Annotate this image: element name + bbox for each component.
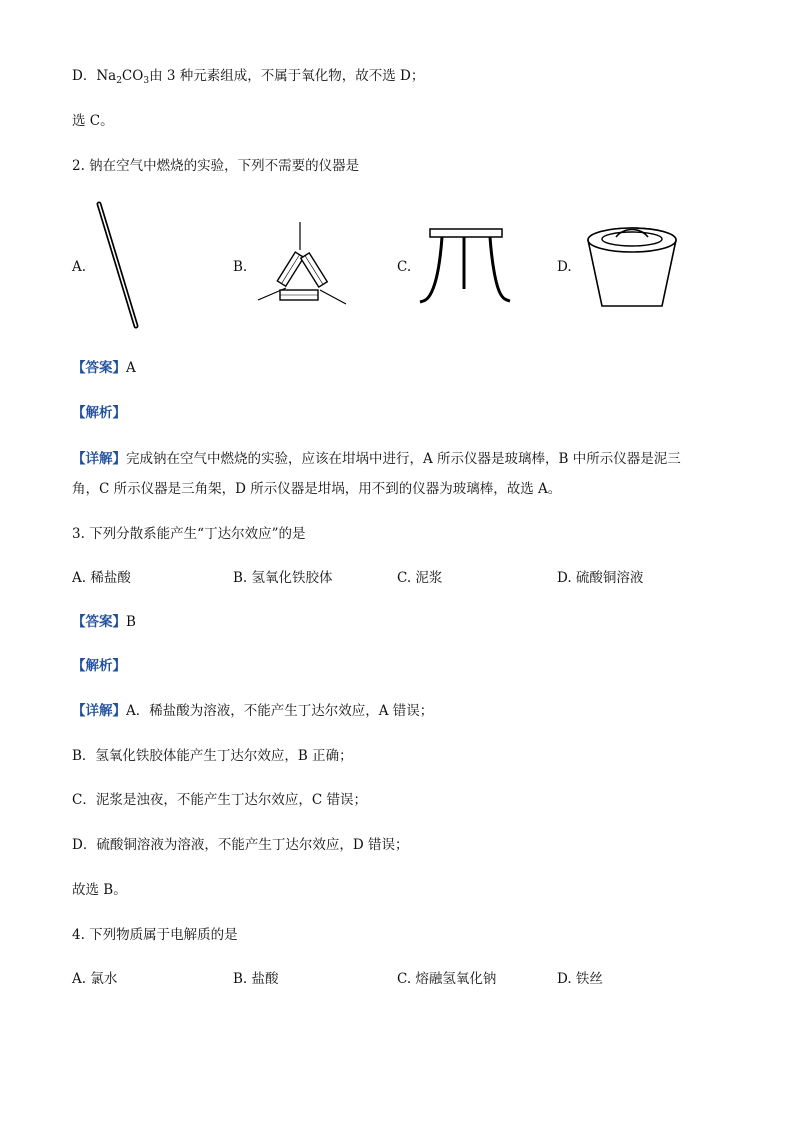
detail-tag: 【详解】 <box>72 703 126 719</box>
q3-conclusion: 故选 B。 <box>72 882 127 898</box>
q3-option-b: B. 氢氧化铁胶体 <box>233 570 333 586</box>
q4-option-b: B. 盐酸 <box>233 971 279 987</box>
q3-stem: 3. 下列分散系能产生“丁达尔效应”的是 <box>72 526 306 542</box>
tripod-icon <box>418 225 514 307</box>
q4-option-a: A. 氯水 <box>72 971 118 987</box>
formula-part: D．Na <box>72 68 117 84</box>
q2-option-b-label: B. <box>233 259 248 275</box>
q3-detail-line-3: C．泥浆是浊夜，不能产生丁达尔效应，C 错误； <box>72 792 367 808</box>
q2-detail-line-2: 角，C 所示仪器是三角架，D 所示仪器是坩埚，用不到的仪器为玻璃棒，故选 A。 <box>72 481 562 497</box>
explanation-text: 由 3 种元素组成，不属于氧化物，故不选 D； <box>149 68 425 84</box>
q2-option-d-label: D. <box>557 259 572 275</box>
detail-text: 完成钠在空气中燃烧的实验，应该在坩埚中进行，A 所示仪器是玻璃棒，B 中所示仪器是泥三 <box>126 451 681 467</box>
answer-value: B <box>126 614 136 630</box>
crucible-icon <box>582 222 682 312</box>
q3-detail-line-2: B．氢氧化铁胶体能产生丁达尔效应，B 正确； <box>72 748 353 764</box>
q2-detail-line-1 <box>72 449 681 469</box>
q2-answer <box>72 358 136 378</box>
q2-analysis-tag <box>72 403 126 423</box>
q1-option-d-explanation <box>72 66 424 91</box>
formula-subscript: 3 <box>143 76 150 86</box>
q2-option-a-label: A. <box>72 259 87 275</box>
q2-stem: 2. 钠在空气中燃烧的实验，下列不需要的仪器是 <box>72 158 360 174</box>
answer-value: A <box>126 360 136 376</box>
q3-detail-line-4: D．硫酸铜溶液为溶液，不能产生丁达尔效应，D 错误； <box>72 837 409 853</box>
formula-part: CO <box>121 68 144 84</box>
answer-tag: 【答案】 <box>72 614 126 630</box>
q4-option-d: D. 铁丝 <box>557 971 603 987</box>
q3-option-d: D. 硫酸铜溶液 <box>557 570 644 586</box>
q3-analysis-tag <box>72 656 126 676</box>
formula-subscript: 2 <box>116 76 122 86</box>
q4-stem: 4. 下列物质属于电解质的是 <box>72 927 238 943</box>
q1-conclusion: 选 C。 <box>72 113 114 129</box>
analysis-tag: 【解析】 <box>72 658 126 674</box>
q3-option-c: C. 泥浆 <box>397 570 443 586</box>
detail-tag: 【详解】 <box>72 451 126 467</box>
q2-option-c-label: C. <box>397 259 412 275</box>
glass-rod-icon <box>90 198 150 334</box>
analysis-tag: 【解析】 <box>72 405 126 421</box>
answer-tag: 【答案】 <box>72 360 126 376</box>
q3-option-a: A. 稀盐酸 <box>72 570 131 586</box>
q3-answer <box>72 612 136 632</box>
q3-detail-line-1 <box>72 701 433 721</box>
q4-option-c: C. 熔融氢氧化钠 <box>397 971 497 987</box>
detail-text: A．稀盐酸为溶液，不能产生丁达尔效应，A 错误； <box>126 703 434 719</box>
clay-triangle-icon <box>254 220 350 310</box>
